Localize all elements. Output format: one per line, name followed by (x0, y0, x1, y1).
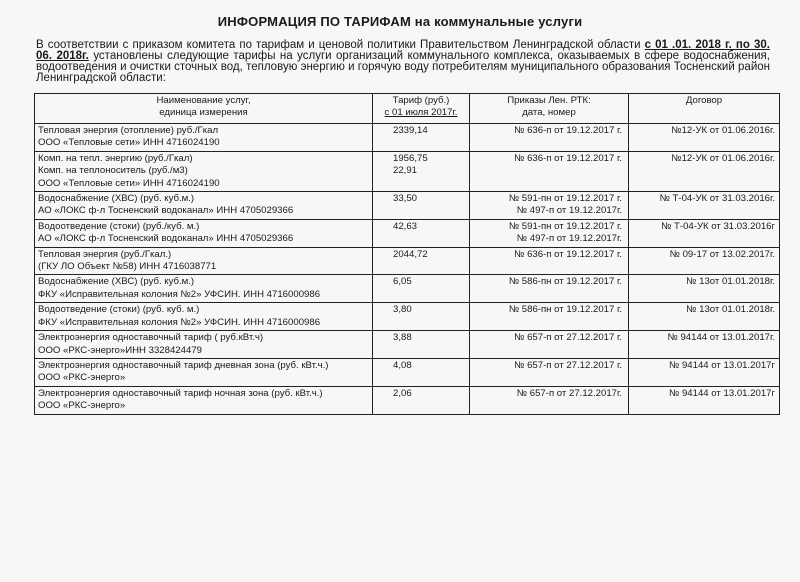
contract-cell (629, 331, 780, 359)
service-cell (35, 151, 373, 191)
tariff-cell-line: 2044,72 (393, 248, 428, 260)
contract-cell (629, 303, 780, 331)
tariff-cell-line: 22,91 (393, 165, 418, 177)
table-row (35, 275, 780, 303)
tariff-cell (373, 247, 470, 275)
header-service (35, 94, 373, 124)
tariff-cell (373, 192, 470, 220)
tariff-cell-line: 6,05 (393, 276, 412, 288)
table-row (35, 192, 780, 220)
order-cell-line: № 497-п от 19.12.2017г. (516, 233, 622, 245)
contract-cell (629, 192, 780, 220)
tariff-cell (373, 124, 470, 152)
order-cell-line: № 636-п от 19.12.2017 г. (514, 125, 622, 136)
contract-cell-line: №12-УК от 01.06.2016г. (671, 125, 775, 136)
tariff-cell-line: 42,63 (393, 220, 418, 232)
tariff-cell-line: 33,50 (393, 193, 418, 205)
contract-cell-line: № 13от 01.01.2018г. (686, 304, 775, 316)
tariff-cell (373, 331, 470, 359)
intro-paragraph (36, 40, 770, 84)
order-cell (470, 219, 629, 247)
order-cell-line: № 497-п от 19.12.2017г. (516, 205, 622, 217)
service-cell-line: (ГКУ ЛО Объект №58) ИНН 4716038771 (38, 261, 217, 273)
service-cell-line: ООО «РКС-энерго» (38, 400, 126, 412)
service-cell (35, 303, 373, 331)
order-cell-line: № 657-п от 27.12.2017 г. (514, 332, 622, 344)
table-row (35, 386, 780, 414)
order-cell (470, 386, 629, 414)
tariff-cell (373, 303, 470, 331)
tariff-cell-line: 3,80 (393, 304, 412, 316)
header-tariff-line: с 01 июля 2017г. (384, 107, 458, 118)
contract-cell-line: № Т-04-УК от 31.03.2016г. (659, 193, 775, 205)
service-cell-line: ООО «РКС-энерго» (38, 372, 126, 384)
service-cell-line: Комп. на теплоноситель (руб./м3) (38, 165, 188, 177)
order-cell-line: № 586-пн от 19.12.2017 г. (508, 276, 622, 288)
service-cell-line: Комп. на тепл. энергию (руб./Гкал) (38, 152, 193, 164)
service-cell (35, 124, 373, 152)
service-cell-line: ООО «Тепловые сети» ИНН 4716024190 (38, 137, 220, 149)
order-cell (470, 275, 629, 303)
contract-cell (629, 151, 780, 191)
header-tariff-line: Тариф (руб.) (392, 95, 450, 106)
header-orders-line: Приказы Лен. РТК: (507, 95, 591, 106)
order-cell-line: № 636-п от 19.12.2017 г. (514, 152, 622, 164)
service-cell-line: Электроэнергия одноставочный тариф ночная зона (руб. кВт.ч.) (38, 387, 323, 399)
order-cell-line: № 586-пн от 19.12.2017 г. (508, 304, 622, 316)
service-cell-line: ФКУ «Исправительная колония №2» УФСИН. ИНН 4716000986 (38, 316, 321, 328)
table-header-row (35, 94, 780, 124)
service-cell-line: АО «ЛОКС ф-л Тосненский водоканал» ИНН 4705029366 (38, 205, 294, 217)
service-cell-line: АО «ЛОКС ф-л Тосненский водоканал» ИНН 4705029366 (38, 233, 294, 245)
order-cell-line: № 636-п от 19.12.2017 г. (514, 248, 622, 260)
table-row (35, 219, 780, 247)
table-row (35, 303, 780, 331)
intro-period: с 01 .01. 2018 г. по 30. 06. 2018г. (36, 39, 770, 62)
service-cell-line: ООО «Тепловые сети» ИНН 4716024190 (38, 177, 220, 189)
contract-cell-line: № 13от 01.01.2018г. (686, 276, 775, 288)
contract-cell-line: № 09-17 от 13.02.2017г. (669, 248, 775, 260)
intro-lead: В соответствии с приказом комитета по тарифам и ценовой политики Правительством Ленинградской области (36, 39, 641, 51)
order-cell (470, 303, 629, 331)
order-cell-line: № 591-пн от 19.12.2017 г. (508, 220, 622, 232)
header-orders-line: дата, номер (522, 107, 576, 118)
contract-cell-line: № 94144 от 13.01.2017г. (667, 332, 775, 344)
tariff-cell-line: 2,06 (393, 387, 412, 399)
tariff-cell (373, 151, 470, 191)
service-cell (35, 192, 373, 220)
contract-cell (629, 124, 780, 152)
service-cell-line: Электроэнергия одноставочный тариф дневная зона (руб. кВт.ч.) (38, 359, 329, 371)
service-cell (35, 219, 373, 247)
contract-cell (629, 219, 780, 247)
order-cell-line: № 591-пн от 19.12.2017 г. (508, 193, 622, 205)
table-row (35, 247, 780, 275)
header-orders (470, 94, 629, 124)
contract-cell-line: № 94144 от 13.01.2017г (669, 359, 775, 371)
order-cell (470, 331, 629, 359)
service-cell-line: Водоотведение (стоки) (руб./куб. м.) (38, 220, 200, 232)
table-body (35, 124, 780, 415)
order-cell (470, 247, 629, 275)
service-cell-line: Электроэнергия одноставочный тариф ( руб.кВт.ч) (38, 332, 264, 344)
header-contract (629, 94, 780, 124)
contract-cell-line: № 94144 от 13.01.2017г (669, 387, 775, 399)
tariff-cell-line: 1956,75 (393, 152, 428, 164)
contract-cell (629, 358, 780, 386)
contract-cell (629, 247, 780, 275)
tariff-cell (373, 358, 470, 386)
tariff-cell (373, 386, 470, 414)
contract-cell-line: № Т-04-УК от 31.03.2016г (661, 220, 775, 232)
order-cell (470, 192, 629, 220)
service-cell (35, 386, 373, 414)
service-cell-line: Водоснабжение (ХВС) (руб. куб.м.) (38, 276, 195, 288)
order-cell-line: № 657-п от 27.12.2017г. (516, 387, 622, 399)
contract-cell-line: №12-УК от 01.06.2016г. (671, 152, 775, 164)
contract-cell (629, 386, 780, 414)
order-cell (470, 124, 629, 152)
tariff-cell (373, 275, 470, 303)
tariff-cell-line: 2339,14 (393, 125, 428, 136)
service-cell-line: Тепловая энергия (руб./Гкал.) (38, 248, 172, 260)
contract-cell (629, 275, 780, 303)
service-cell-line: ФКУ «Исправительная колония №2» УФСИН. ИНН 4716000986 (38, 288, 321, 300)
service-cell (35, 275, 373, 303)
service-cell (35, 358, 373, 386)
document-title: ИНФОРМАЦИЯ ПО ТАРИФАМ на коммунальные услуги (217, 14, 583, 29)
order-cell (470, 151, 629, 191)
service-cell-line: Водоснабжение (ХВС) (руб. куб.м.) (38, 193, 195, 205)
tariff-cell-line: 4,08 (393, 359, 412, 371)
service-cell-line: ООО «РКС-энерго»ИНН 3328424479 (38, 344, 202, 356)
header-service-line: Наименование услуг, (156, 95, 251, 106)
intro-rest: установлены следующие тарифы на услуги организаций коммунального комплекса, оказываемых в сфере водоснабжения, водоотведения и очистки сточных вод, тепловую энергию и горячую воду потребителям муниципального образования Тосненский район Ленинградской области: (36, 50, 770, 84)
order-cell-line: № 657-п от 27.12.2017 г. (514, 359, 622, 371)
tariff-cell-line: 3,88 (393, 332, 412, 344)
table-row (35, 124, 780, 152)
table-row (35, 151, 780, 191)
header-tariff (373, 94, 470, 124)
service-cell-line: Водоотведение (стоки) (руб. куб. м.) (38, 304, 200, 316)
table-row (35, 358, 780, 386)
header-contract-line: Договор (685, 95, 723, 106)
service-cell (35, 247, 373, 275)
tariff-cell (373, 219, 470, 247)
table-row (35, 331, 780, 359)
header-service-line: единица измерения (159, 107, 248, 118)
service-cell (35, 331, 373, 359)
order-cell (470, 358, 629, 386)
tariff-table (34, 93, 780, 415)
service-cell-line: Тепловая энергия (отопление) руб./Гкал (38, 125, 219, 136)
